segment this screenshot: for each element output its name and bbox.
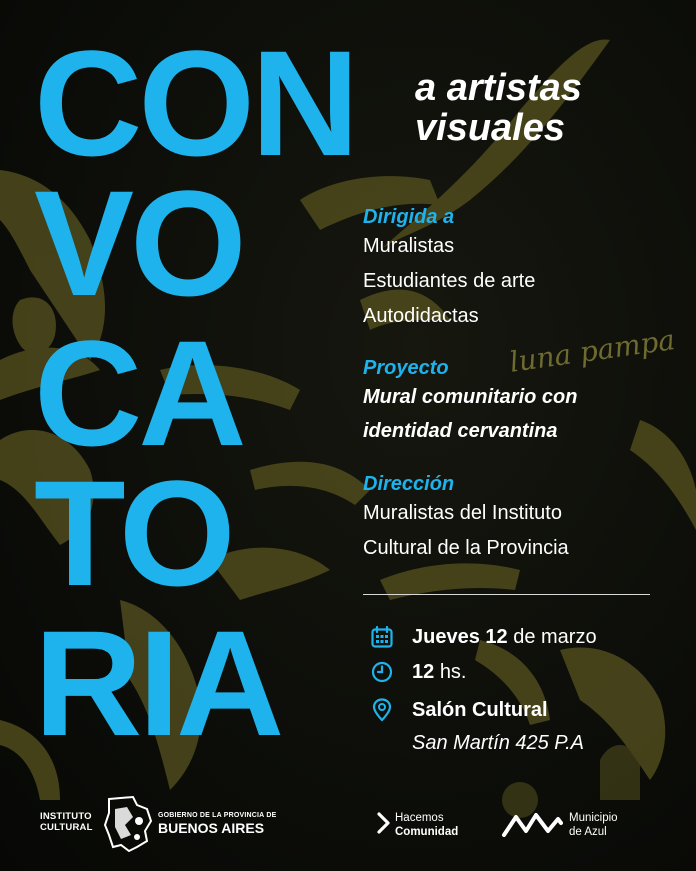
section-dirigida xyxy=(363,205,683,334)
subtitle-line-1: a artistas xyxy=(415,67,582,109)
list-item: identidad cervantina xyxy=(363,420,558,442)
headline-line-1: CON xyxy=(34,19,356,187)
event-time xyxy=(370,660,467,684)
logo-municipio-azul xyxy=(569,811,618,839)
logo-instituto-l2: CULTURAL xyxy=(40,822,93,833)
list-item: Autodidactas xyxy=(363,305,479,327)
list-item: Muralistas xyxy=(363,235,455,257)
section-direccion xyxy=(363,472,683,566)
mountains-logo-icon xyxy=(501,809,563,844)
divider xyxy=(363,594,650,595)
list-item: Estudiantes de arte xyxy=(363,270,536,292)
headline-line-3: CA xyxy=(34,309,243,477)
logo-instituto-l1: INSTITUTO xyxy=(40,811,92,822)
chevron-right-icon xyxy=(376,812,392,839)
logo-hacemos-l1: Hacemos xyxy=(395,812,444,824)
subtitle-line-2: visuales xyxy=(415,107,565,149)
list-item: Mural comunitario con xyxy=(363,386,578,408)
mural-handwriting: luna pampa xyxy=(507,323,677,379)
subtitle xyxy=(415,68,582,148)
headline-line-2: VO xyxy=(34,159,243,327)
logo-instituto-cultural xyxy=(40,811,93,833)
section-heading: Proyecto xyxy=(363,357,449,379)
section-proyecto xyxy=(363,356,683,448)
headline-line-4: TO xyxy=(34,449,232,617)
calendar-icon xyxy=(370,625,394,649)
list-item: Muralistas del Instituto xyxy=(363,502,562,524)
event-place-name: Salón Cultural xyxy=(412,698,548,721)
logo-municipio-l2 xyxy=(569,825,618,839)
event-date xyxy=(370,625,597,649)
section-heading: Dirigida a xyxy=(363,206,455,228)
list-item: Cultural de la Provincia xyxy=(363,537,569,559)
event-place xyxy=(370,698,548,722)
logo-hacemos-l2: Comunidad xyxy=(395,826,459,838)
province-map-icon xyxy=(103,795,153,858)
location-pin-icon xyxy=(370,698,394,722)
event-date-rest: de marzo xyxy=(513,625,597,648)
logo-gobierno-buenos-aires xyxy=(158,811,276,836)
event-time-bold: 12 xyxy=(412,660,435,683)
headline-line-5: RIA xyxy=(34,599,281,767)
event-time-rest: hs. xyxy=(439,660,467,683)
logo-buenos-aires-text: BUENOS AIRES xyxy=(158,820,265,836)
event-date-bold: Jueves 12 xyxy=(412,625,508,648)
logo-hacemos-comunidad xyxy=(395,811,458,839)
logo-municipio-l1: Municipio xyxy=(569,812,618,824)
logo-gobierno-text: GOBIERNO DE LA PROVINCIA DE xyxy=(158,812,277,819)
logo-municipio-l2-text: de Azul xyxy=(569,826,607,838)
section-heading: Dirección xyxy=(363,473,455,495)
event-address: San Martín 425 P.A xyxy=(412,732,584,754)
clock-icon xyxy=(370,660,394,684)
